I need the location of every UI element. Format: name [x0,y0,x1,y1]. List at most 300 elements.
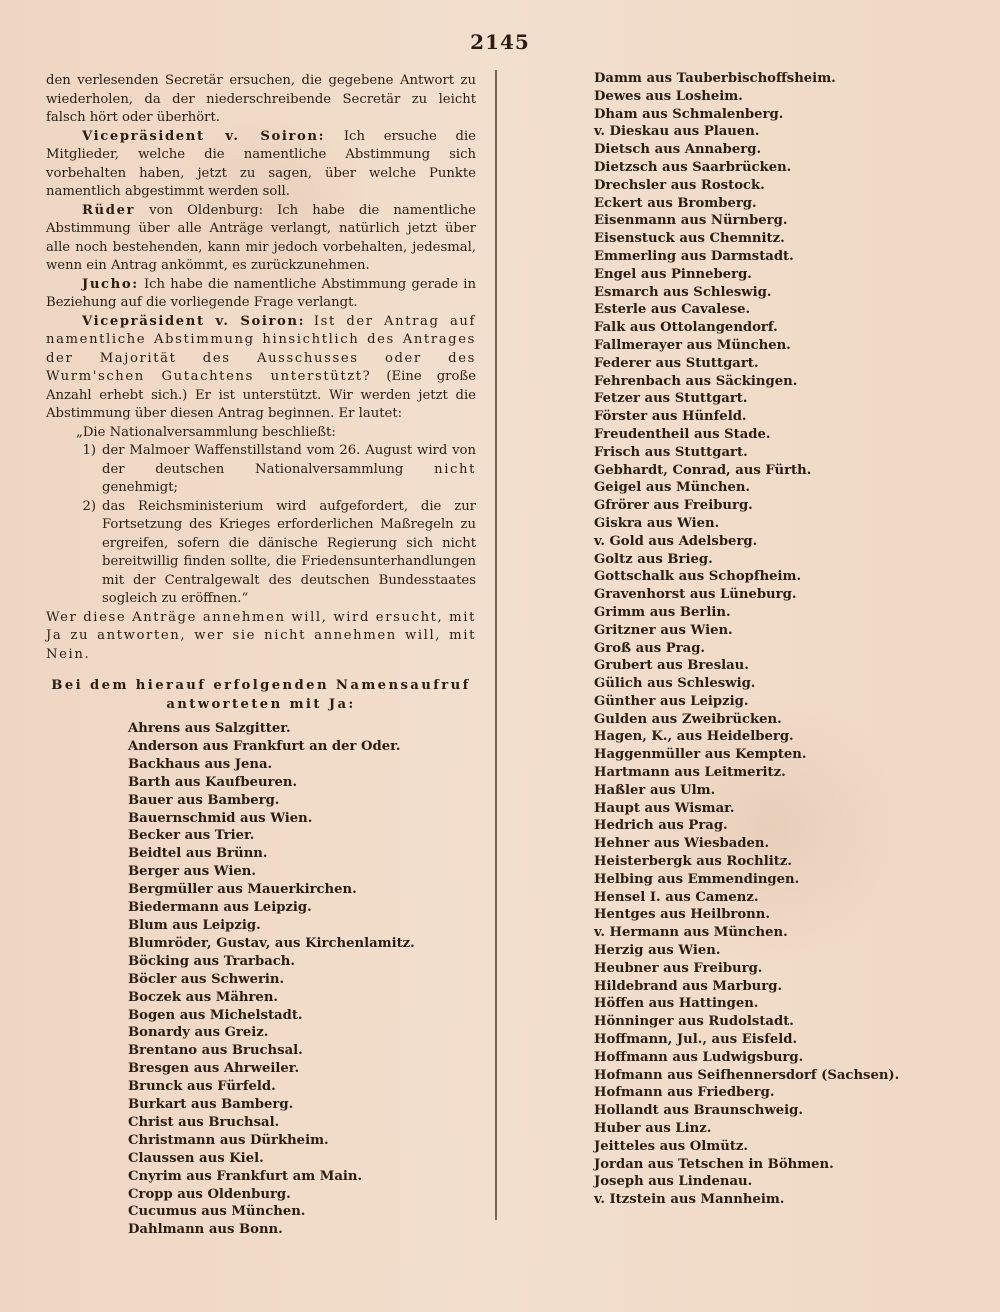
member-name: Groß [594,640,632,656]
aus-connector: aus [680,373,716,389]
member-place: Freiburg. [693,960,763,976]
aus-connector: aus [643,1156,679,1172]
aus-connector: aus [176,971,212,987]
aus-connector: aus [682,337,717,353]
aus-connector: aus [189,1025,225,1041]
member-place: Friedberg. [697,1085,775,1101]
name-entry [594,995,954,1013]
name-entry [594,622,954,640]
speaker-name: Vicepräsident v. Soiron: [82,128,326,144]
name-entry [594,337,954,355]
member-place: Trarbach. [223,953,295,969]
member-place: Salzgitter. [214,721,291,736]
member-place: Stuttgart. [674,391,748,407]
member-place: Olmütz. [689,1138,749,1154]
member-name: Blum [128,917,168,933]
member-name: Dham [594,106,638,122]
member-place: München. [716,337,791,353]
name-entry [594,462,954,480]
name-entry [128,953,476,971]
aus-connector: aus [677,978,713,994]
name-entry [594,640,954,658]
aus-connector: aus [679,925,714,941]
name-entry [594,70,954,88]
member-place: Freiburg. [683,498,753,514]
speech-soiron-2 [46,313,476,424]
aus-connector: aus [655,907,691,923]
aus-connector: aus [181,989,216,1005]
member-place: Heidelberg. [706,729,794,745]
member-place: Braunschweig. [693,1103,803,1119]
name-entry [128,774,476,792]
member-place: Frankfurt an der Oder. [232,738,401,754]
member-place: Fürfeld. [217,1079,276,1095]
page-number: 2145 [470,30,530,54]
member-place: Prag. [688,818,728,834]
member-place: Michelstadt. [209,1007,303,1023]
member-place: Lüneburg. [720,587,797,603]
name-entry [594,924,954,942]
name-entry [594,212,954,230]
member-name: Dewes [594,88,641,104]
aus-connector: aus [672,729,707,745]
aus-connector: aus [235,810,271,826]
member-name: Grimm [594,604,646,620]
name-entry [594,533,954,551]
name-entry [128,1007,476,1025]
aus-connector: aus [641,88,676,104]
aus-connector: aus [655,622,691,638]
member-name: Herzig [594,943,644,959]
aus-connector: aus [643,533,679,549]
name-entry [594,195,954,213]
name-entry [128,1132,476,1150]
member-name: Höffen [594,996,645,1012]
aus-connector: aus [179,864,214,880]
motion-text: der Malmoer Waffenstillstand vom 26. August wird von der deutschen Nationalversammlung nicht genehmigt; [102,443,476,495]
member-name: Joseph [594,1174,644,1190]
aus-connector: aus [170,774,206,790]
name-entry [594,568,954,586]
member-name: Hildebrand [594,978,678,994]
member-place: Heilbronn. [690,907,770,923]
name-entry [128,1042,476,1060]
member-place: Bonn. [239,1222,283,1238]
member-name: Hoffmann [594,1049,668,1065]
aus-connector: aus [647,711,682,727]
member-place: Bruchsal. [231,1043,303,1059]
member-place: Eisfeld. [741,1032,798,1048]
motion-item-2 [46,498,476,609]
member-name: Fehrenbach [594,373,681,389]
member-place: Trier. [214,828,255,844]
motion-number: 1) [82,443,96,458]
motion-number: 2) [82,498,96,514]
aus-connector: aus [700,747,736,763]
member-place: Schleswig. [693,284,772,300]
member-name: Geigel [594,480,642,496]
aus-connector: aus [669,124,704,140]
name-entry [594,889,954,907]
member-place: Ulm. [680,782,716,798]
member-name: Bauer [128,792,173,808]
name-entry [594,782,954,800]
name-entry [594,853,954,871]
aus-connector: aus [270,935,306,951]
member-name: Hehner [594,836,650,852]
member-place: München. [676,480,751,496]
member-name: Haßler [594,782,646,798]
aus-connector: aus [653,818,689,834]
speech-jucho [46,276,476,313]
member-name: v. Dieskau [594,124,670,140]
ja-name-list-right [594,70,954,1209]
member-name: Förster [594,409,648,425]
aus-connector: aus [642,676,678,692]
name-entry [128,1114,476,1132]
member-place: Schmalenberg. [672,106,784,122]
member-place: Greiz. [224,1025,269,1041]
member-name: Emmerling [594,248,677,264]
member-name: Drechsler [594,177,667,193]
member-place: Ahrweiler. [223,1061,300,1077]
name-entry [594,230,954,248]
member-place: Seifhennersdorf (Sachsen). [697,1067,900,1083]
speaker-name: Vicepräsident v. Soiron: [82,313,306,329]
member-place: Wien. [678,943,721,959]
member-place: Hattingen. [678,996,759,1012]
member-place: Prag. [665,640,706,656]
name-entry [128,881,476,899]
aus-connector: aus [632,551,668,567]
aus-connector: aus [640,444,675,460]
member-place: Rochlitz. [726,854,792,870]
member-name: Hollandt [594,1103,659,1119]
aus-connector: aus [673,1014,709,1030]
name-entry [594,1156,954,1174]
member-place: Dürkheim. [249,1132,329,1148]
aus-connector: aus [194,1150,230,1166]
name-entry [128,827,476,845]
aus-connector: aus [655,693,691,709]
name-entry [594,942,954,960]
member-place: Pinneberg. [671,266,752,282]
name-entry [128,1060,476,1078]
name-entry [128,720,476,738]
member-name: Hofmann [594,1085,663,1101]
name-entry [594,675,954,693]
name-entry [128,1024,476,1042]
member-name: Biedermann [128,900,219,916]
member-name: Gritzner [594,622,656,638]
name-entry [128,1203,476,1221]
member-place: Hünfeld. [682,409,747,425]
member-place: Wien. [677,515,720,531]
name-entry [594,800,954,818]
aus-connector: aus [200,756,235,772]
aus-connector: aus [175,1007,210,1023]
name-entry [594,444,954,462]
aus-connector: aus [673,569,709,585]
aus-connector: aus [689,426,725,442]
aus-connector: aus [676,213,711,229]
member-place: Breslau. [687,658,749,674]
speech-soiron-1 [46,128,476,202]
member-place: München. [231,1204,306,1220]
aus-connector: aus [662,1067,698,1083]
aus-connector: aus [649,142,685,158]
member-name: Christ [128,1114,174,1130]
aus-connector: aus [650,355,686,371]
member-place: Frankfurt am Main. [216,1168,363,1184]
member-name: Haggenmüller [594,747,701,763]
name-entry [594,586,954,604]
aus-connector: aus [730,462,766,478]
member-name: Cucumus [128,1204,197,1220]
member-place: Mauerkirchen. [247,882,357,898]
name-entry [594,746,954,764]
name-entry [594,141,954,159]
member-place: Marburg. [712,978,783,994]
name-entry [594,106,954,124]
speaker-name: Rüder [82,202,136,218]
aus-connector: aus [172,1186,208,1202]
member-name: Jordan [594,1156,644,1172]
member-name: Ahrens [128,721,181,736]
aus-connector: aus [657,159,693,175]
member-name: Hentges [594,907,656,923]
aus-connector: aus [645,604,680,620]
aus-connector: aus [636,266,672,282]
aus-connector: aus [685,587,720,603]
member-place: Schopfheim. [708,569,802,585]
name-entry [128,1078,476,1096]
member-name: Gravenhorst [594,587,686,603]
member-place: Brieg. [667,551,713,567]
aus-connector: aus [706,1032,742,1048]
aus-connector: aus [186,1097,222,1113]
member-place: Brünn. [216,846,268,862]
member-place: Nürnberg. [710,213,788,229]
aus-connector: aus [173,1114,209,1130]
aus-connector: aus [662,1085,698,1101]
name-entry [594,1191,954,1209]
member-name: Fallmerayer [594,337,683,353]
aus-connector: aus [204,1222,240,1238]
member-name: Barth [128,774,171,790]
member-place: Plauen. [703,124,760,140]
aus-connector: aus [631,640,666,656]
member-place: Camenz. [695,889,759,905]
member-name: Hofmann [594,1067,663,1083]
aus-connector: aus [641,71,677,86]
speech-text: Ich habe die namentliche Abstimmung gerade in Beziehung auf die vorliegende Frage verlangt. [46,276,476,310]
aus-connector: aus [667,1049,703,1065]
name-entry [594,123,954,141]
member-name: Böcler [128,971,177,987]
name-entry [594,693,954,711]
aus-connector: aus [666,177,701,193]
aus-connector: aus [658,284,694,300]
aus-connector: aus [655,1138,690,1154]
name-entry [594,266,954,284]
member-name: Damm [594,71,642,86]
aus-connector: aus [649,836,685,852]
member-name: Esterle [594,302,647,318]
member-place: Kaufbeuren. [205,774,298,790]
name-entry [594,728,954,746]
member-name: Backhaus [128,756,201,772]
name-entry [128,845,476,863]
member-place: Losheim. [675,88,743,104]
member-place: Bamberg. [221,1097,294,1113]
member-name: Günther [594,693,656,709]
member-place: Schleswig. [677,676,756,692]
member-name: Bonardy [128,1025,190,1041]
aus-connector: aus [658,1103,694,1119]
member-place: Ludwigsburg. [702,1049,804,1065]
aus-connector: aus [644,996,679,1012]
aus-connector: aus [637,106,673,122]
name-entry [594,871,954,889]
member-name: Gottschalk [594,569,674,585]
member-place: Mähren. [215,989,278,1005]
aus-connector: aus [645,782,681,798]
member-name: Brentano [128,1043,198,1059]
member-place: Stade. [724,426,771,442]
column-divider [495,70,497,1220]
motion-item-1 [46,442,476,498]
member-name: Gülich [594,676,643,692]
name-entry [594,1031,954,1049]
member-place: Linz. [675,1121,712,1137]
name-entry [128,792,476,810]
aus-connector: aus [660,889,696,905]
aus-connector: aus [215,1132,250,1148]
member-name: Dietsch [594,142,650,158]
name-entry [128,756,476,774]
aus-connector: aus [691,854,727,870]
member-name: Eisenstuck [594,231,675,247]
member-name: Becker [128,828,181,844]
name-entry [594,284,954,302]
member-place: Tetschen in Böhmen. [678,1156,834,1172]
aus-connector: aus [658,960,694,976]
aus-connector: aus [643,1174,679,1190]
name-entry [128,1168,476,1186]
member-place: Lindenau. [678,1174,753,1190]
aus-connector: aus [196,1204,232,1220]
name-entry [594,426,954,444]
member-place: Zweibrücken. [681,711,782,727]
member-name: Bergmüller [128,882,213,898]
name-entry [594,1084,954,1102]
member-place: Bromberg. [677,195,757,211]
name-entry [594,906,954,924]
aus-connector: aus [198,738,233,754]
aus-connector: aus [197,1043,232,1059]
aus-connector: aus [167,917,203,933]
aus-connector: aus [669,765,705,781]
member-name: Freudentheil [594,426,690,442]
member-name: Beidtel [128,846,182,862]
member-place: Adelsberg. [678,533,758,549]
speech-text: von Oldenburg: Ich habe die namentliche Abstimmung über alle Anträge verlangt, natürlich jetzt über alle noch bestehenden, kann mir jedoch vorbehalten, jedesmal, wenn ein Antrag ankömmt, es zurückzunehmen. [46,202,476,273]
speech-text: Ich ersuche die Mitglieder, welche die namentliche Abstimmung sich vorbehalten haben, jetzt zu sagen, über welche Punkte namentlich abgestimmt werden soll. [46,128,476,199]
member-place: Wien. [213,864,256,880]
ja-vote-heading: Bei dem hierauf erfolgenden Namensaufruf antworteten mit Ja: [51,678,471,712]
speech-rueder [46,202,476,276]
name-entry [594,978,954,996]
aus-connector: aus [639,391,675,407]
member-name: Anderson [128,738,199,754]
member-name: Dietzsch [594,159,658,175]
aus-connector: aus [646,302,682,318]
member-place: Mannheim. [700,1192,785,1208]
member-place: Leipzig. [202,917,261,933]
aus-connector: aus [652,871,688,887]
name-entry [594,248,954,266]
member-name: Heisterbergk [594,854,692,870]
name-entry [594,764,954,782]
member-name: Gfrörer [594,498,649,514]
member-place: Kempten. [735,747,807,763]
aus-connector: aus [189,1061,224,1077]
member-place: Bamberg. [207,792,280,808]
name-entry [594,515,954,533]
name-entry [128,971,476,989]
member-place: Fürth. [765,462,812,478]
aus-connector: aus [647,409,682,425]
name-entry [594,1102,954,1120]
member-name: Haupt [594,800,640,816]
name-entry [594,1067,954,1085]
member-name: Heubner [594,960,659,976]
name-entry [594,657,954,675]
aus-connector: aus [182,1079,218,1095]
aus-connector: aus [652,658,688,674]
member-name: Engel [594,266,637,282]
aus-connector: aus [674,231,710,247]
member-place: München. [713,925,788,941]
name-entry [594,960,954,978]
name-entry [594,355,954,373]
member-name: Hensel I. [594,889,661,905]
member-name: Christmann [128,1132,216,1148]
member-name: Giskra [594,515,643,531]
member-place: Stuttgart. [674,444,748,460]
aus-connector: aus [640,1121,676,1137]
aus-connector: aus [180,721,215,736]
name-entry [128,1221,476,1239]
name-entry [594,1120,954,1138]
name-entry [128,1150,476,1168]
aus-connector: aus [641,480,677,496]
speech-question: Ist der Antrag auf namentliche Abstimmung hinsichtlich des Antrages der Majorität des Ausschusses oder des Wurm'schen Gutachtens unterstützt? [46,313,476,384]
member-place: Stuttgart. [685,355,759,371]
name-entry [594,817,954,835]
aus-connector: aus [212,882,248,898]
member-place: Berlin. [679,604,731,620]
aus-connector: aus [642,195,678,211]
member-place: Leipzig. [253,900,312,916]
member-place: Oldenburg. [207,1186,291,1202]
name-entry [594,497,954,515]
member-place: Wiesbaden. [684,836,770,852]
member-name: Bauernschmid [128,810,236,826]
member-name: Dahlmann [128,1222,205,1238]
name-entry [594,373,954,391]
